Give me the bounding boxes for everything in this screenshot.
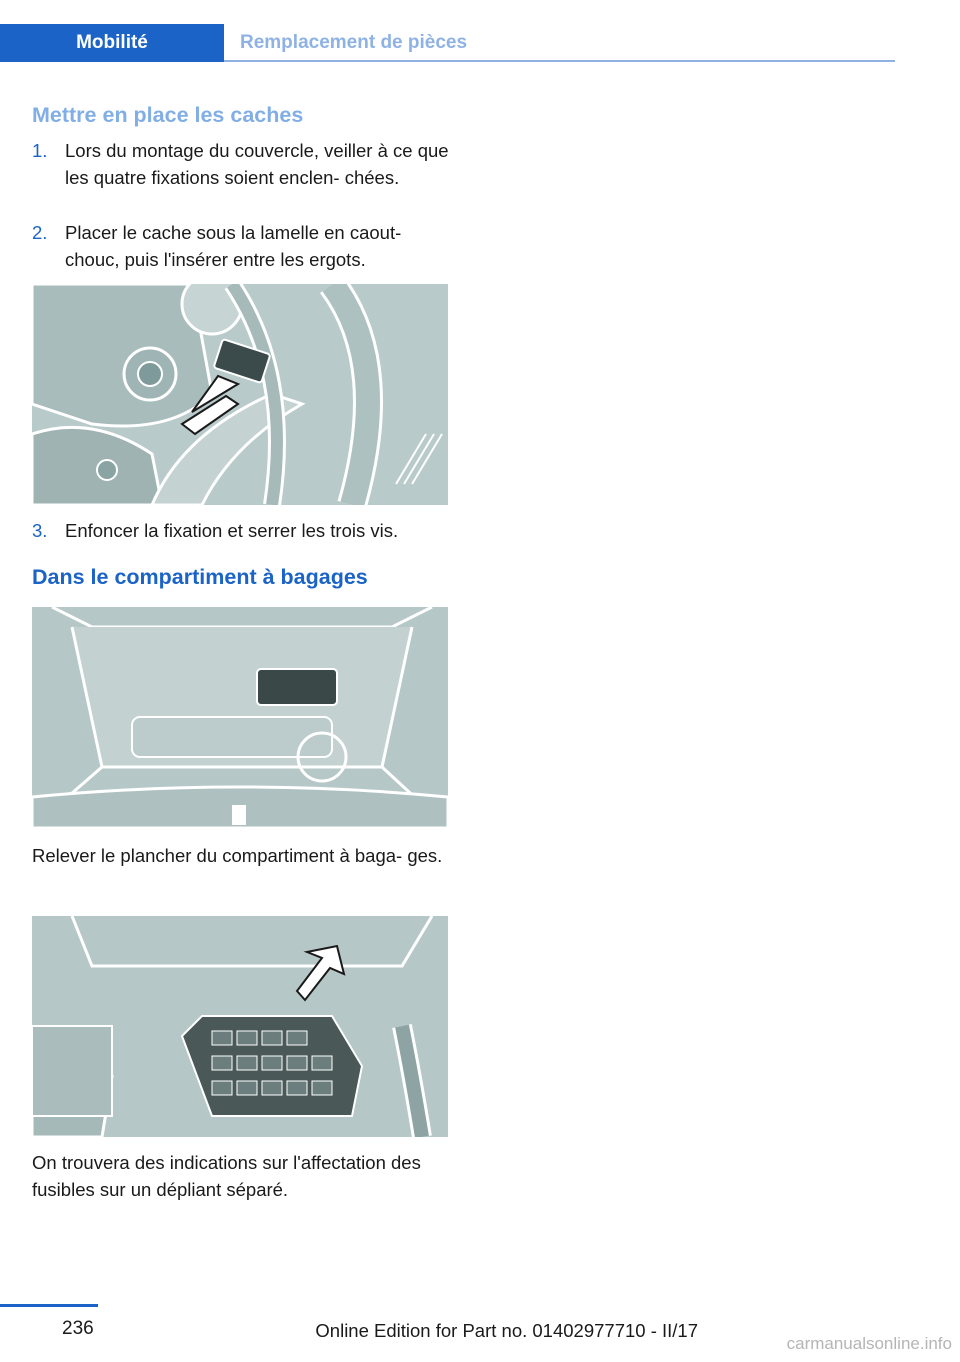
step-text: Enfoncer la fixation et serrer les trois vis.: [65, 520, 399, 541]
header-rule: [224, 60, 895, 62]
figure-fuse-box: [32, 916, 448, 1137]
header-subsection-label: Remplacement de pièces: [240, 32, 468, 53]
section-title-covers: Mettre en place les caches: [32, 103, 304, 127]
header-subsection-tab[interactable]: [240, 24, 467, 62]
header-section-label: Mobilité: [76, 32, 148, 53]
footer-rule: [0, 1304, 98, 1307]
paragraph-fuse-info: On trouvera des indications sur l'affectation des fusibles sur un dépliant séparé.: [32, 1152, 421, 1200]
step-number: 2.: [32, 222, 48, 243]
paragraph-lift-floor: Relever le plancher du compartiment à baga‐ ges.: [32, 845, 443, 866]
page-number: 236: [62, 1318, 94, 1339]
header-section-tab[interactable]: [0, 24, 224, 62]
step-number: 3.: [32, 520, 48, 541]
figure-cover-clip: [32, 284, 448, 505]
step-text: Placer le cache sous la lamelle en caout‐ chouc, puis l'insérer entre les ergots.: [65, 222, 402, 270]
section-title-luggage: Dans le compartiment à bagages: [32, 565, 368, 589]
watermark: carmanualsonline.info: [786, 1334, 952, 1353]
step-number: 1.: [32, 140, 48, 161]
step-text: Lors du montage du couvercle, veiller à ce que les quatre fixations soient enclen‐ chées.: [65, 140, 449, 188]
edition-info: Online Edition for Part no. 01402977710 - II/17: [315, 1320, 698, 1341]
figure-luggage-compartment: [32, 607, 448, 828]
